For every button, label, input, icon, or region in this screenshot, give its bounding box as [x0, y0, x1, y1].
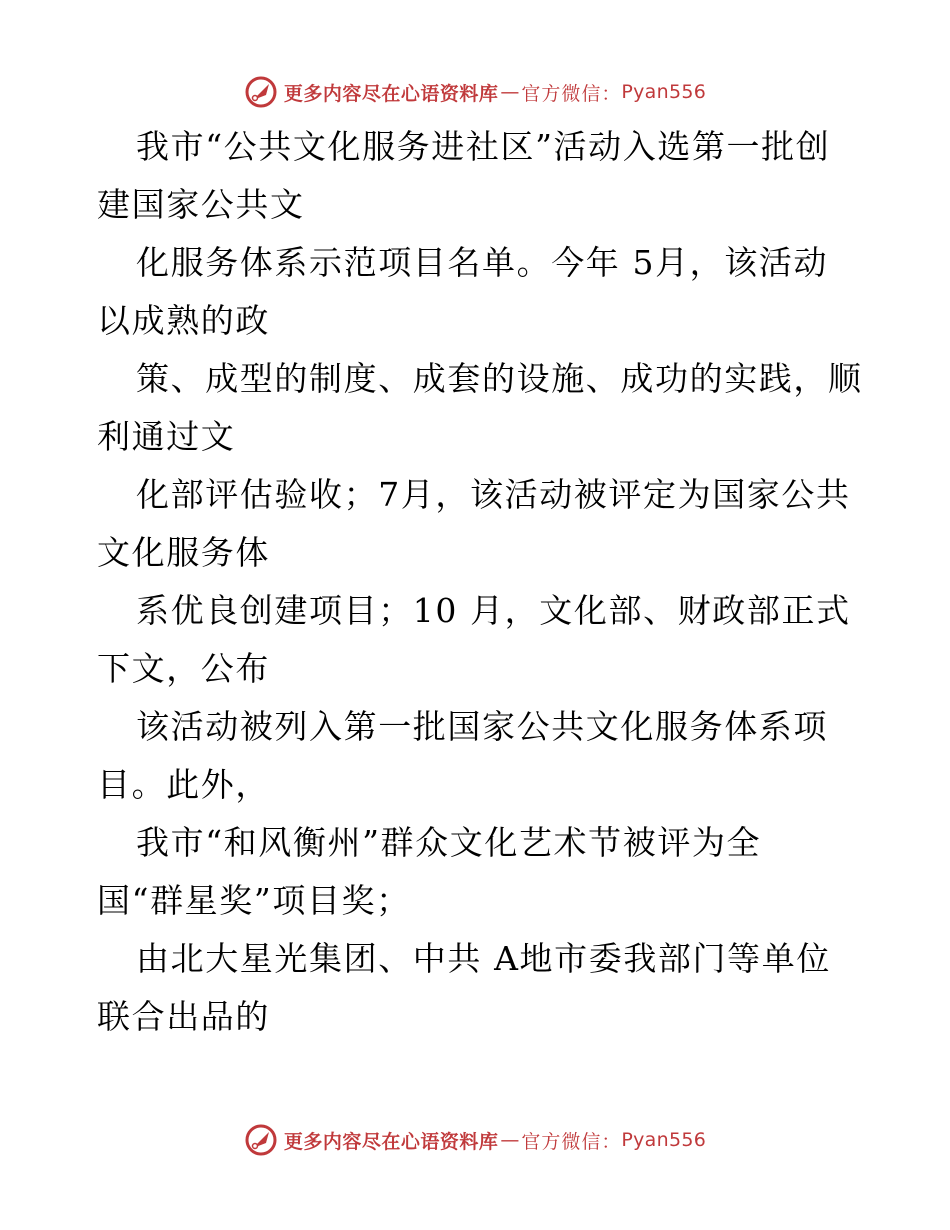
banner-wechat-label: 官方微信：	[521, 1130, 622, 1153]
banner-wechat-handle: Pyan556	[621, 81, 707, 103]
text-line-8: 文化服务体	[97, 533, 270, 572]
text-line-4: 以成熟的政	[97, 301, 270, 340]
quill-logo-icon	[244, 1123, 278, 1157]
banner-wechat-handle: Pyan556	[621, 1129, 707, 1151]
text-line-9: 系优良创建项目；10 月，文化部、财政部正式	[136, 591, 851, 630]
text-line-11: 该活动被列入第一批国家公共文化服务体系项	[136, 707, 828, 746]
banner-slogan: 更多内容尽在心语资料库	[283, 1130, 499, 1153]
text-line-7: 化部评估验收；7月，该活动被评定为国家公共	[136, 475, 851, 514]
text-line-2: 建国家公共文	[97, 185, 305, 224]
text-line-13: 我市“和风衡州”群众文化艺术节被评为全	[136, 823, 762, 862]
quill-logo-icon	[244, 75, 278, 109]
text-line-1: 我市“公共文化服务进社区”活动入选第一批创	[136, 127, 831, 166]
banner-wechat-label: 官方微信：	[521, 82, 622, 105]
text-line-14: 国“群星奖”项目奖；	[97, 881, 411, 920]
text-line-10: 下文，公布	[97, 649, 270, 688]
footer-banner	[0, 1120, 950, 1160]
banner-dash: —	[500, 1129, 520, 1151]
banner-slogan: 更多内容尽在心语资料库	[283, 82, 499, 105]
text-line-6: 利通过文	[97, 417, 236, 456]
banner-dash: —	[500, 81, 520, 103]
header-banner	[0, 72, 950, 112]
text-line-3: 化服务体系示范项目名单。今年 5月，该活动	[136, 243, 829, 282]
text-line-12: 目。此外，	[97, 765, 270, 804]
text-line-5: 策、成型的制度、成套的设施、成功的实践，顺	[136, 359, 863, 398]
text-line-15: 由北大星光集团、中共 A地市委我部门等单位	[136, 939, 831, 978]
text-line-16: 联合出品的	[97, 997, 270, 1036]
